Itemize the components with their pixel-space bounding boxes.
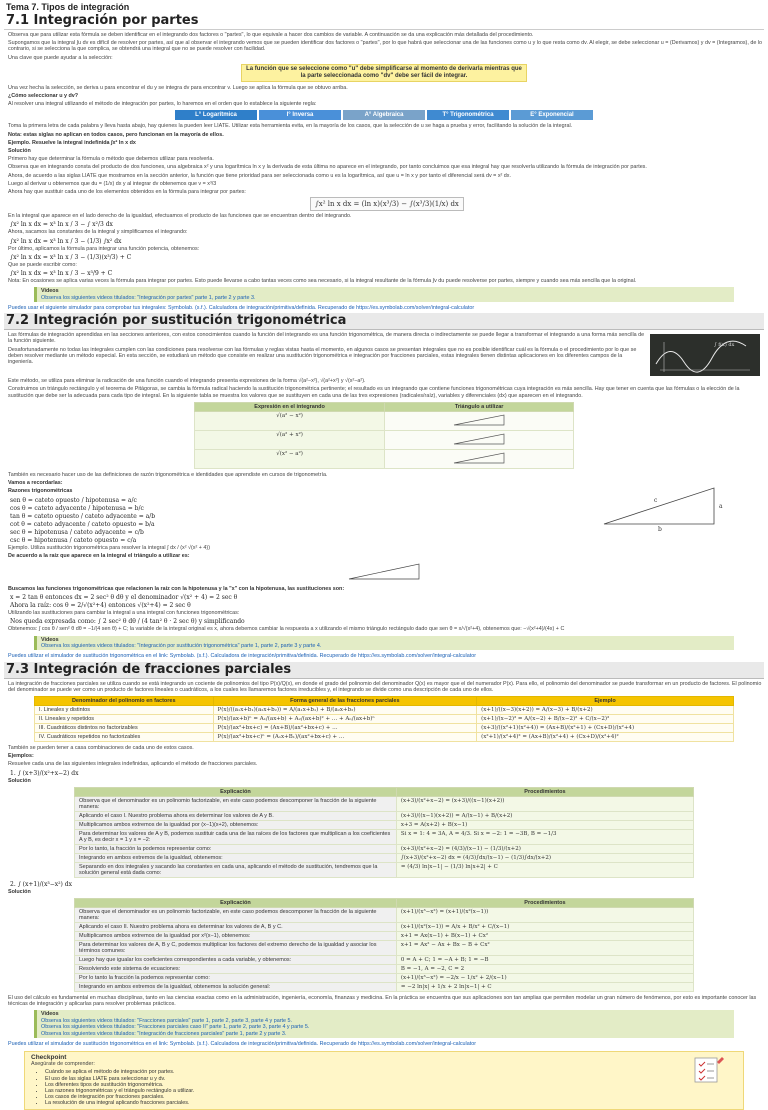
example-heading: Ejemplo. Resuelve la integral indefinida ∫x² ln x dx	[8, 139, 136, 146]
equation: Nos queda expresada como: ∫ 2 sec² θ dθ / (4 tan² θ · 2 sec θ) y simplificando	[10, 618, 245, 626]
table-cell: (x+1)/((x−3)(x+2)) = A/(x−3) + B/(x+2)	[477, 705, 734, 714]
table-cell: IV. Cuadráticos repetidos no factorizables	[35, 732, 214, 741]
table-cell: Luego hay que igualar los coeficientes correspondientes a cada variable, y obtenemos:	[75, 955, 397, 964]
paragraph: Desafortunadamente no todas las integrales cumplen con las condiciones para resolverse con las fórmulas y reglas vistas hasta el momento, en algunos casos se presentan integrales que no es posible identificar cuál es la fórmula o el procedimiento por lo que se deben resolver mediante un método especial. En esta sección, se estudiará un método que consiste en realizar una sustitución trigonométrica e integración por fracciones parciales, estas integrales tienen distintas aplicaciones en los diferentes campos de la ingeniería.	[8, 346, 637, 366]
solution-heading: Solución	[8, 888, 31, 895]
list-item: • El uso de las siglas LIATE para seleccionar u y dv.	[45, 1076, 737, 1082]
table-cell: B = −1, A = −2, C = 2	[396, 964, 693, 973]
table-cell: P(x)/((a₁x+b₁)(a₂x+b₂)) = A/(a₁x+b₁) + B/(a₂x+b₂)	[213, 705, 477, 714]
table-cell: Observa que el denominador es un polinomio factorizable, en este caso podemos descomponer la fracción de la siguiente manera:	[75, 907, 397, 922]
table-cell: (x+1)/(x³−x²) = (x+1)/(x²(x−1))	[396, 907, 693, 922]
table-row	[35, 732, 734, 741]
paragraph: Este método, se utiliza para eliminar la radicación de una función cuando el integrando presenta expresiones de la forma √(a²−x²), √(a²+x²) y √(x²−a²).	[8, 378, 366, 385]
table-row	[35, 723, 734, 732]
checklist-icon	[691, 1056, 725, 1084]
table-cell: √(a² + x²)	[195, 430, 385, 449]
rule-inverse: I° Inversa	[259, 110, 341, 120]
table-cell: Aplicando el caso II. Nuestro problema ahora es determinar los valores de A, B y C.	[75, 922, 397, 931]
paragraph: Supongamos que la integral ∫u dv es difícil de resolver por partes, así que al observar el integrando vemos que se pueden identificar dos factores o "partes", por lo que habrá que seleccionar una de las funciones como u y lo que resta como dv. Al elegir, se debe seleccionar u = (Derivamos) y dv = (Integramos), de lo contrario, si se selecciona la que complica, se obtendrá una integral que no se puede resolver con facilidad.	[8, 40, 763, 53]
paragraph: Las fórmulas de integración aprendidas en las secciones anteriores, con estos conocimientos cuando la función del integrando es una función trigonométrica, de manera directa o indirectamente se puede llegar a transformar el integrando a una forma más sencilla de la función siguiente.	[8, 332, 645, 345]
video-box	[34, 287, 734, 302]
checkpoint-title: Checkpoint	[31, 1054, 67, 1062]
table-cell: Observa que el denominador es un polinomio factorizable, en este caso podemos descomponer la fracción de la siguiente manera:	[75, 796, 397, 811]
paragraph: Que se puede escribir como:	[8, 261, 77, 268]
simulator-link[interactable]: Puedes utilizar el simulador de sustitución trigonométrica en el link: Symbolab. (s.f.). Calculadora de integración/primitiva/definida. Recuperado de https://es.symbolab.com/solver/integral-calculator	[8, 653, 477, 660]
solution-heading: Solución	[8, 777, 31, 784]
table-row	[35, 705, 734, 714]
rule-trigonometric: T° Trigonométrica	[427, 110, 509, 120]
paragraph: Ahora, de acuerdo a las siglas LIATE que mostramos en la sección anterior, la función que tiene prioridad para ser seleccionada como u es la logarítmica, así que u = ln x y por tanto el diferencial será dv = x² dx.	[8, 172, 511, 179]
table-cell: Para determinar los valores de A y B, podemos sustituir cada una de las raíces de los factores que multiplican a los coeficientes A y B, es decir x = 1 y x = −2:	[75, 829, 397, 844]
table-cell: Multiplicamos ambos extremos de la igualdad por x²(x−1), obtenemos:	[75, 931, 397, 940]
table-cell: Resolviendo este sistema de ecuaciones:	[75, 964, 397, 973]
subheading: De acuerdo a la raíz que aparece en la integral el triángulo a utilizar es:	[8, 552, 190, 559]
paragraph: Resuelve cada una de las siguientes integrales indefinidas, aplicando el método de fracciones parciales.	[8, 761, 258, 768]
checkpoint-list	[45, 1069, 737, 1106]
video-title: Videos	[41, 288, 59, 295]
paragraph: Toma la primera letra de cada palabra y lleva hasta abajo, hay quienes la pueden leer LIATE. Utilizar esta herramienta evita, en la mayoría de los casos, que la selección de u se haga a prueba y error, facilitando la solución de la integral.	[8, 123, 573, 130]
table-cell: I. Lineales y distintos	[35, 705, 214, 714]
paragraph: Una clave que puede ayudar a la selección:	[8, 54, 113, 61]
list-item: • Los diferentes tipos de sustitución trigonométrica.	[45, 1082, 737, 1088]
table-cell: Separando en dos integrales y sacando las constantes en cada una, aplicando el método de sustitución, tendremos que la solución general está dada como:	[75, 862, 397, 877]
video-link[interactable]: Observa los siguientes videos titulados: "Fracciones parciales" parte 1, parte 2, parte 3, parte 4 y parte 5.	[41, 1017, 293, 1024]
table-cell: Integrando en ambos extremos de la igualdad, obtenemos:	[75, 853, 397, 862]
table-cell: (x+3)/(x²+x−2) = (x+3)/((x−1)(x+2))	[396, 796, 693, 811]
solution-heading: Solución	[8, 148, 31, 155]
paragraph: Al resolver una integral utilizando el método de integración por partes, lo haremos en el orden que lo establece la siguiente regla:	[8, 101, 317, 108]
table-cell: Por lo tanto, la fracción la podemos representar como:	[75, 844, 397, 853]
table-cell: III. Cuadráticos distintos no factorizables	[35, 723, 214, 732]
video-link[interactable]: Observa los siguientes videos titulados: "Integración de fracciones parciales" parte 1, parte 2 y parte 3.	[41, 1030, 287, 1037]
video-link[interactable]: Observa los siguientes videos titulados: "Fracciones parciales caso II" parte 1, parte 2, parte 3, parte 4 y parte 5.	[41, 1024, 310, 1031]
paragraph: Observa que en integrando consta del producto de dos funciones, una algebraica x² y una logarítmica ln x y la derivada de esta última no aparece en el integrando, por tanto concluimos que esa integral hay que resolverla utilizando la fórmula de integración por partes.	[8, 164, 647, 171]
triangle-cell	[385, 449, 574, 468]
table-header: Denominador del polinomio en factores	[35, 696, 214, 705]
paragraph: Una vez hecha la selección, se deriva u para encontrar el du y se integra dv para encontrar v. Luego se aplica la fórmula que se obtuvo arriba.	[8, 84, 348, 91]
list-item: • Cuándo se aplica el método de integración por partes.	[45, 1069, 737, 1075]
checkpoint-intro: Asegúrate de comprender:	[31, 1061, 95, 1068]
paragraph: Utilizando las sustituciones para cambiar la integral a una integral con funciones trigonométricas:	[8, 610, 240, 617]
trig-ratio: sec θ = hipotenusa / cateto adyacente = c/b	[10, 528, 144, 536]
right-triangle-diagram	[584, 480, 744, 532]
example2-table	[74, 898, 694, 992]
question-heading: ¿Cómo seleccionar u y dv?	[8, 93, 79, 100]
equation: ∫x² ln x dx = x³ ln x / 3 − x³/9 + C	[10, 270, 113, 278]
liate-rule	[174, 110, 594, 120]
paragraph: Ahora hay que sustituir cada uno de los elementos obtenidos en la fórmula para integrar por partes:	[8, 189, 246, 196]
paragraph: Ahora, sacamos las constantes de la integral y simplificamos el integrando:	[8, 229, 188, 236]
table-cell: Aplicando el caso I. Nuestro problema ahora es determinar los valores de A y B.	[75, 811, 397, 820]
triangle-icon	[444, 413, 514, 427]
subheading: Ejemplos:	[8, 753, 34, 760]
equation: Ahora la raíz: cos θ = 2/√(x²+4) entonces √(x²+4) = 2 sec θ	[10, 602, 191, 610]
trig-ratio: sen θ = cateto opuesto / hipotenusa = a/c	[10, 496, 137, 504]
section-title-7-1: 7.1 Integración por partes	[4, 13, 764, 30]
table-header: Expresión en el integrando	[195, 402, 385, 411]
svg-text:∫ f(x) dx: ∫ f(x) dx	[714, 342, 735, 349]
table-cell: (x+3)/(x²+x−2) = (4/3)/(x−1) − (1/3)/(x+2)	[396, 844, 693, 853]
triangle-label-c: c	[654, 497, 658, 505]
partial-fractions-table	[34, 696, 734, 742]
subheading: Razones trigonométricas	[8, 488, 73, 495]
table-header: Ejemplo	[477, 696, 734, 705]
paragraph: El uso del cálculo es fundamental en muchas disciplinas, tanto en las ciencias exactas como en la administración, ingeniería, economía, finanzas y medicina. En la práctica se encuentra que sus aplicaciones son tan amplias que permiten modelar un gran número de fenómenos, por esto es importante conocer las técnicas de integración y aplicarlas para resolver problemas prácticos.	[8, 994, 757, 1008]
note: Nota: estas siglas no aplican en todos casos, pero funcionan en la mayoría de ellos.	[8, 131, 224, 138]
table-cell: x+3 = A(x+2) + B(x−1)	[396, 820, 693, 829]
simulator-link[interactable]: Puedes usar el siguiente simulador para comprobar tus integrales: Symbolab. (s.f.). Calculadora de integración/primitiva/definida. Recuperado de https://es.symbolab.com/solver/integral-calculator	[8, 305, 475, 312]
trig-ratio: cos θ = cateto adyacente / hipotenusa = b/c	[10, 504, 144, 512]
table-cell: Por lo tanto la fracción la podemos representar como:	[75, 973, 397, 982]
equation: ∫x² ln x dx = x³ ln x / 3 − (1/3)(x³/3) + C	[10, 253, 132, 261]
equation: 1. ∫ (x+3)/(x²+x−2) dx	[10, 769, 79, 777]
table-cell: P(x)/(ax²+bx+c)ⁿ = (A₁x+B₁)/(ax²+bx+c) + …	[213, 732, 477, 741]
paragraph: También se pueden tener a casa combinaciones de cada uno de estos casos.	[8, 744, 194, 751]
table-cell: P(x)/(ax²+bx+c) = (Ax+B)/(ax²+bx+c) + …	[213, 723, 477, 732]
table-cell: x+1 = Ax(x−1) + B(x−1) + Cx²	[396, 931, 693, 940]
table-cell: x+1 = Ax² − Ax + Bx − B + Cx²	[396, 940, 693, 955]
paragraph: También es necesario hacer uso de las definiciones de razón trigonométrica e identidades que aprendiste en cursos de trigonometría.	[8, 471, 328, 478]
table-cell: = −2 ln|x| + 1/x + 2 ln|x−1| + C	[396, 982, 693, 991]
note: Nota: En ocasiones se aplica varias veces la fórmula para integrar por partes. Esto puede llevarse a cabo tantas veces como sea necesario, si la integral resultante de la fórmula ∫v du puede resolverse por partes, siempre y cuando sea más sencilla que la original.	[8, 278, 637, 285]
paragraph: Buscamos las funciones trigonométricas que relacionen la raíz con la hipotenusa y la "x" con la hipotenusa, las sustituciones son:	[8, 585, 345, 592]
paragraph: En la integral que aparece en el lado derecho de la igualdad, efectuamos el producto de las funciones que se encuentran dentro del integrando.	[8, 213, 352, 220]
paragraph: Por último, aplicamos la fórmula para integrar una función potencia, obtenemos:	[8, 245, 200, 252]
table-cell: (x+3)/((x−1)(x+2)) = A/(x−1) + B/(x+2)	[396, 811, 693, 820]
section-title-7-2: 7.2 Integración por sustitución trigonométrica	[4, 313, 764, 330]
triangle-label-a: a	[719, 503, 723, 511]
video-link[interactable]: Observa los siguientes videos titulados: "Integración por partes" parte 1, parte 2 y parte 3.	[41, 294, 256, 301]
table-header: Explicación	[75, 898, 397, 907]
video-link[interactable]: Observa los siguientes videos titulados: "Integración por sustitución trigonométrica" parte 1, parte 2, parte 3 y parte 4.	[41, 642, 322, 649]
triangle-icon	[339, 561, 429, 581]
subheading: Vamos a recordarlas:	[8, 480, 63, 487]
table-cell: II. Lineales y repetidos	[35, 714, 214, 723]
table-cell: (x+1)/(x−2)³ = A/(x−2) + B/(x−2)² + C/(x−2)³	[477, 714, 734, 723]
triangle-label-b: b	[658, 526, 662, 534]
paragraph: Obtenemos: ∫ cos θ / sen² θ dθ = −1/(4 sen θ) + C; la variable de la integral original es x, ahora debemos cambiar la respuesta a x utilizando el mismo triángulo rectángulo dado que sen θ = x/√(x²+4), obtenemos que: −√(x²+4)/(4x) + C	[8, 626, 565, 633]
table-header: Procedimientos	[396, 787, 693, 796]
table-cell: Si x = 1: 4 = 3A, A = 4/3. Si x = −2: 1 = −3B, B = −1/3	[396, 829, 693, 844]
paragraph: Luego al derivar u obtenemos que du = (1/x) dx y al integrar dv obtenemos que v = x³/3	[8, 180, 217, 187]
equation: 2. ∫ (x+1)/(x³−x²) dx	[10, 880, 73, 888]
substitution-table	[194, 402, 574, 469]
example1-table	[74, 787, 694, 878]
video-box	[34, 636, 734, 651]
table-header: Procedimientos	[396, 898, 693, 907]
list-item: • Las razones trigonométricas y el triángulo rectángulo a utilizar.	[45, 1088, 737, 1094]
table-cell: P(x)/(ax+b)ⁿ = A₁/(ax+b) + A₂/(ax+b)² + … + Aₙ/(ax+b)ⁿ	[213, 714, 477, 723]
table-cell: (x²+1)/(x²+4)² = (Ax+B)/(x²+4) + (Cx+D)/(x²+4)²	[477, 732, 734, 741]
table-cell: ∫(x+3)/(x²+x−2) dx = (4/3)∫dx/(x−1) − (1/3)∫dx/(x+2)	[396, 853, 693, 862]
paragraph: Construimos un triángulo rectángulo y el teorema de Pitágoras, se cambia la fórmula radical haciendo la sustitución trigonométrica pertinente; el resultado es un integrando que contiene funciones trigonométricas cuya integración es más sencilla. Hay que tener en cuenta que las fórmulas o la elección de la sustitución que debe ser la adecuada para cada tipo de integral. En la siguiente tabla se muestra los valores que se sustituyen en cada una de las tres expresiones (radicales/raíz), variables y diferenciales (dx) que aparecen en el integrando.	[8, 386, 740, 399]
document-page	[4, 2, 764, 1107]
table-row	[35, 714, 734, 723]
table-header: Explicación	[75, 787, 397, 796]
table-cell: Para determinar los valores de A, B y C, podemos multiplicar los factores del extremo derecho de la igualdad y asociar los términos comunes:	[75, 940, 397, 955]
table-cell: (x+3)/((x²+1)(x²+4)) = (Ax+B)/(x²+1) + (Cx+D)/(x²+4)	[477, 723, 734, 732]
table-cell: (x+1)/(x²(x−1)) = A/x + B/x² + C/(x−1)	[396, 922, 693, 931]
table-cell: Integrando en ambos extremos de la igualdad, obtenemos la solución general:	[75, 982, 397, 991]
checkpoint-box	[24, 1051, 744, 1109]
section-title-7-3: 7.3 Integración de fracciones parciales	[4, 662, 764, 679]
list-item: • La resolución de una integral aplicando fracciones parciales.	[45, 1100, 737, 1106]
list-item: • Los casos de integración por fracciones parciales.	[45, 1094, 737, 1100]
table-cell: √(a² − x²)	[195, 411, 385, 430]
example-heading: Ejemplo. Utiliza sustitución trigonométrica para resolver la integral ∫ dx / (x² √(x² + 4))	[8, 544, 211, 551]
rule-exponential: E° Exponencial	[511, 110, 593, 120]
triangle-cell	[385, 430, 574, 449]
table-cell: (x+1)/(x³−x²) = −2/x − 1/x² + 2/(x−1)	[396, 973, 693, 982]
table-cell: = (4/3) ln|x−1| − (1/3) ln|x+2| + C	[396, 862, 693, 877]
trig-ratio: csc θ = hipotenusa / cateto opuesto = c/a	[10, 536, 137, 544]
triangle-icon	[444, 432, 514, 446]
video-box	[34, 1010, 734, 1038]
trig-ratio: cot θ = cateto adyacente / cateto opuesto = b/a	[10, 520, 155, 528]
table-cell: Multiplicamos ambos extremos de la igualdad por (x−1)(x+2), obtenemos:	[75, 820, 397, 829]
table-header: Forma general de las fracciones parciales	[213, 696, 477, 705]
simulator-link[interactable]: Puedes utilizar el simulador de sustitución trigonométrica en el link: Symbolab. (s.f.). Calculadora de integración/primitiva/definida. Recuperado de https://es.symbolab.com/solver/integral-calculator	[8, 1040, 477, 1047]
table-cell: √(x² − a²)	[195, 449, 385, 468]
table-header: Triángulo a utilizar	[385, 402, 574, 411]
video-title: Videos	[41, 636, 59, 643]
equation: ∫x² ln x dx = x³ ln x / 3 − (1/3) ∫x² dx	[10, 237, 122, 245]
paragraph: La integración de fracciones parciales se utiliza cuando se está integrando un cociente de polinomios del tipo P(x)/Q(x), en donde el grado del polinomio del denominador Q(x) es mayor que el del numerador P(x). Para ello, el polinomio del denominador se puede transformar en un producto de factores. El polinomio del denominador se puede ver como un producto de factores lineales o cuadráticos, a los cuales les llamaremos factores irreducibles y, el integrando se divide como una descripción de cada uno de ellos.	[8, 680, 762, 693]
paragraph: Observa que para utilizar esta fórmula se deben identificar en el integrando dos factores o "partes", lo que equivale a hacer dos cambios de variable. A continuación se da una explicación más detallada del procedimiento.	[8, 32, 534, 38]
equation: x = 2 tan θ entonces dx = 2 sec² θ dθ y el denominador √(x² + 4) = 2 sec θ	[10, 594, 238, 602]
equation: ∫x² ln x dx = x³ ln x / 3 − ∫ x²/3 dx	[10, 221, 113, 229]
highlight-box: La función que se seleccione como "u" debe simplificarse al momento de derivarla mientras que la parte seleccionada como "dv" debe ser fácil de integrar.	[241, 64, 527, 82]
paragraph: Primero hay que determinar la fórmula o método que debemos utilizar para resolverla.	[8, 156, 214, 163]
triangle-cell	[385, 411, 574, 430]
main-equation: ∫x² ln x dx = (ln x)(x³/3) − ∫(x³/3)(1/x) dx	[310, 197, 464, 211]
table-cell: 0 = A + C; 1 = −A + B; 1 = −B	[396, 955, 693, 964]
trig-ratio: tan θ = cateto opuesto / cateto adyacente = a/b	[10, 512, 156, 520]
triangle-icon	[444, 451, 514, 465]
rule-algebraic: A° Algebraica	[343, 110, 425, 120]
topic-header: Tema 7. Tipos de integración	[6, 2, 130, 12]
video-title: Videos	[41, 1011, 59, 1018]
chalkboard-image	[650, 334, 760, 376]
rule-logarithmic: L° Logarítmica	[175, 110, 257, 120]
